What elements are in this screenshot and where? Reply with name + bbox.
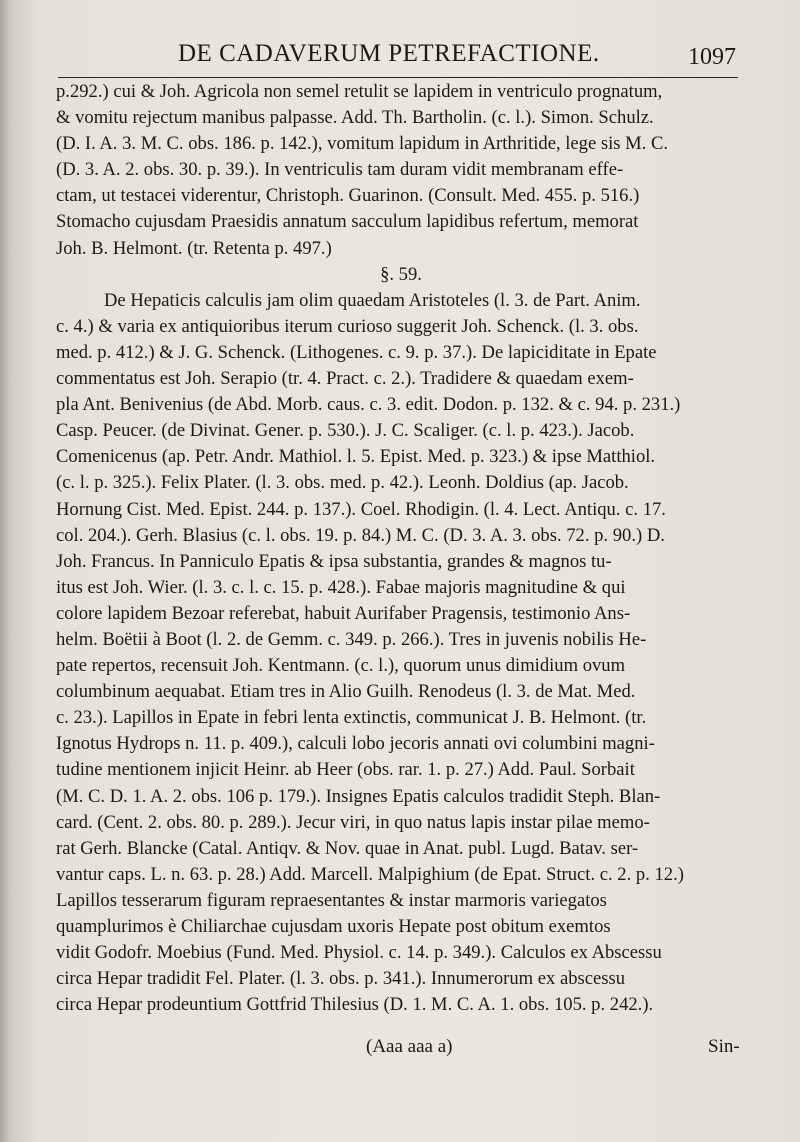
text-line: commentatus est Joh. Serapio (tr. 4. Pract. c. 2.). Tradidere & quaedam exem- <box>56 368 634 390</box>
text-line: De Hepaticis calculis jam olim quaedam Aristoteles (l. 3. de Part. Anim. <box>104 289 641 311</box>
text-line: Comenicenus (ap. Petr. Andr. Mathiol. l. 5. Epist. Med. p. 323.) & ipse Matthiol. <box>56 446 656 468</box>
text-line: pate repertos, recensuit Joh. Kentmann. (c. l.), quorum unus dimidium ovum <box>56 655 626 677</box>
text-line: Casp. Peucer. (de Divinat. Gener. p. 530.). J. C. Scaliger. (c. l. p. 423.). Jacob. <box>56 420 635 442</box>
text-line: (D. I. A. 3. M. C. obs. 186. p. 142.), vomitum lapidum in Arthritide, lege sis M. C. <box>56 133 669 155</box>
page-footer <box>0 1036 800 1066</box>
text-line: Stomacho cujusdam Praesidis annatum sacculum lapidibus refertum, memorat <box>56 211 639 233</box>
text-line: Ignotus Hydrops n. 11. p. 409.), calculi lobo jecoris annati ovi columbini magni- <box>56 733 655 755</box>
signature-mark: (Aaa aaa a) <box>366 1036 453 1057</box>
text-line: columbinum aequabat. Etiam tres in Alio Guilh. Renodeus (l. 3. de Mat. Med. <box>56 681 636 703</box>
text-line: helm. Boëtii à Boot (l. 2. de Gemm. c. 349. p. 266.). Tres in juvenis nobilis He- <box>56 628 647 650</box>
text-line: c. 4.) & varia ex antiquioribus iterum curioso suggerit Joh. Schenck. (l. 3. obs. <box>56 315 639 337</box>
running-title: DE CADAVERUM PETREFACTIONE. <box>178 40 600 67</box>
text-line: (c. l. p. 325.). Felix Plater. (l. 3. obs. med. p. 42.). Leonh. Doldius (ap. Jacob. <box>56 472 629 494</box>
catchword: Sin- <box>708 1036 740 1057</box>
text-line: med. p. 412.) & J. G. Schenck. (Lithogenes. c. 9. p. 37.). De lapiciditate in Epate <box>56 341 657 363</box>
header-rule <box>58 77 738 78</box>
text-line: Lapillos tesserarum figuram repraesentantes & instar marmoris variegatos <box>56 889 607 911</box>
text-line: itus est Joh. Wier. (l. 3. c. l. c. 15. p. 428.). Fabae majoris magnitudine & qui <box>56 576 626 598</box>
text-line: rat Gerh. Blancke (Catal. Antiqv. & Nov. quae in Anat. publ. Lugd. Batav. ser- <box>56 837 639 859</box>
text-line: p.292.) cui & Joh. Agricola non semel retulit se lapidem in ventriculo prognatum, <box>56 81 663 102</box>
text-line: & vomitu rejectum manibus palpasse. Add. Th. Bartholin. (c. l.). Simon. Schulz. <box>56 107 654 129</box>
text-line: ctam, ut testacei viderentur, Christoph. Guarinon. (Consult. Med. 455. p. 516.) <box>56 185 640 207</box>
text-line: circa Hepar prodeuntium Gottfrid Thilesius (D. 1. M. C. A. 1. obs. 105. p. 242.). <box>56 994 654 1016</box>
text-line: col. 204.). Gerh. Blasius (c. l. obs. 19. p. 84.) M. C. (D. 3. A. 3. obs. 72. p. 90.) D. <box>56 524 665 546</box>
text-line: Hornung Cist. Med. Epist. 244. p. 137.). Coel. Rhodigin. (l. 4. Lect. Antiqu. c. 17. <box>56 498 666 520</box>
text-line: tudine mentionem injicit Heinr. ab Heer (obs. rar. 1. p. 27.) Add. Paul. Sorbait <box>56 759 635 781</box>
text-line: vidit Godofr. Moebius (Fund. Med. Physiol. c. 14. p. 349.). Calculos ex Abscessu <box>56 942 662 964</box>
text-line: quamplurimos è Chiliarchae cujusdam uxoris Hepate post obitum exemtos <box>56 916 611 937</box>
text-line: Joh. Francus. In Panniculo Epatis & ipsa substantia, grandes & magnos tu- <box>56 550 612 572</box>
text-line: vantur caps. L. n. 63. p. 28.) Add. Marcell. Malpighium (de Epat. Struct. c. 2. p. 12.) <box>56 863 684 885</box>
text-line: pla Ant. Benivenius (de Abd. Morb. caus. c. 3. edit. Dodon. p. 132. & c. 94. p. 231.) <box>56 394 681 416</box>
page-header <box>0 38 800 72</box>
text-line: Joh. B. Helmont. (tr. Retenta p. 497.) <box>56 237 332 259</box>
text-line: (D. 3. A. 2. obs. 30. p. 39.). In ventriculis tam duram vidit membranam effe- <box>56 159 624 181</box>
page-number: 1097 <box>688 44 736 70</box>
text-line: circa Hepar tradidit Fel. Plater. (l. 3. obs. p. 341.). Innumerorum ex abscessu <box>56 968 626 990</box>
section-heading: §. 59. <box>380 263 422 285</box>
body-text <box>56 79 746 1018</box>
text-line: card. (Cent. 2. obs. 80. p. 289.). Jecur viri, in quo natus lapis instar pilae memo- <box>56 811 650 833</box>
text-line: (M. C. D. 1. A. 2. obs. 106 p. 179.). Insignes Epatis calculos tradidit Steph. Blan- <box>56 785 661 807</box>
text-line: c. 23.). Lapillos in Epate in febri lenta extinctis, communicat J. B. Helmont. (tr. <box>56 707 647 729</box>
text-line: colore lapidem Bezoar referebat, habuit Aurifaber Pragensis, testimonio Ans- <box>56 602 631 624</box>
